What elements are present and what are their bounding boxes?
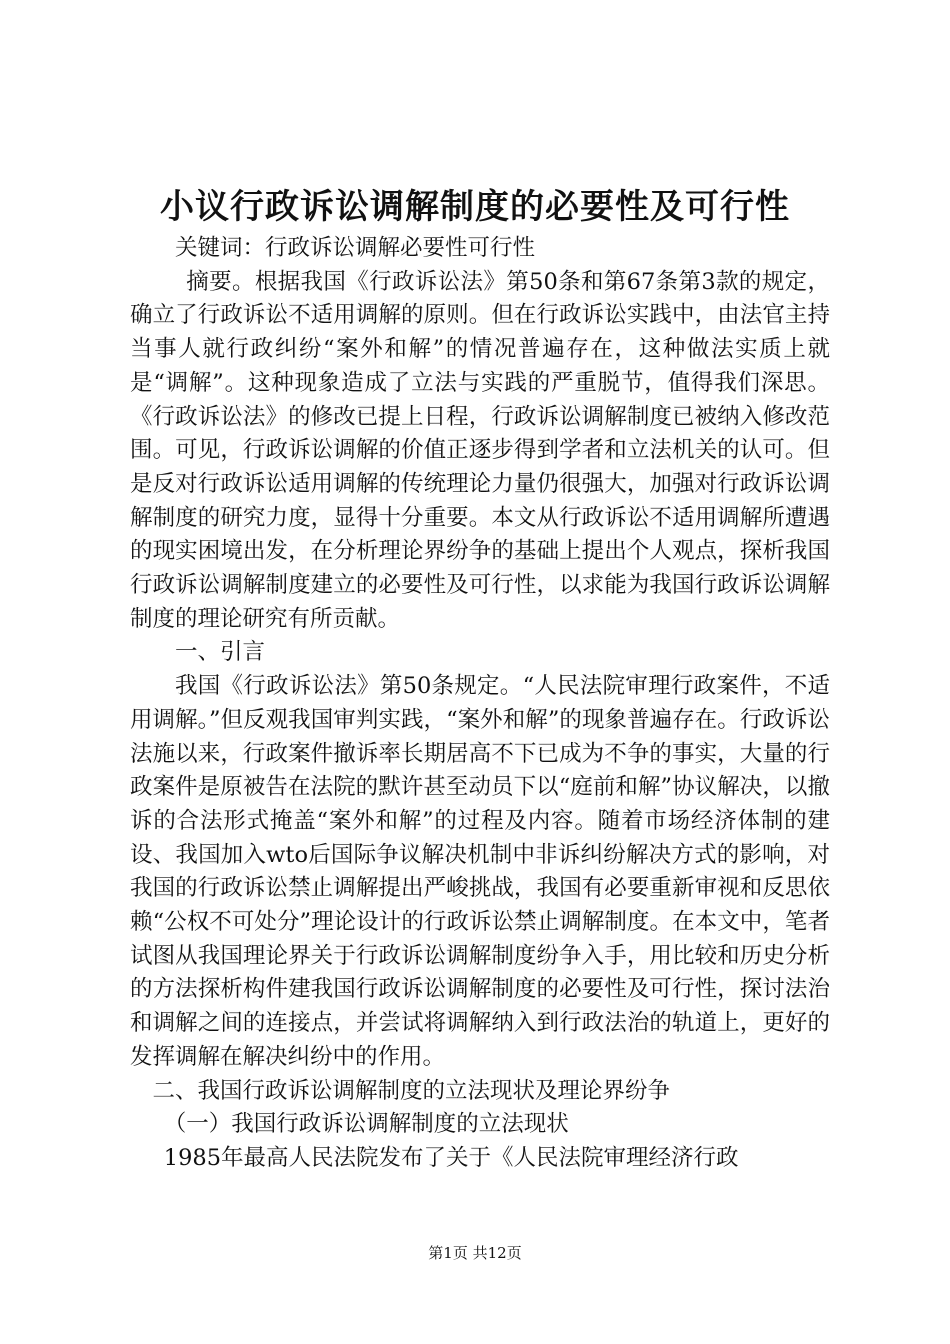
abstract-paragraph: 摘要。根据我国《行政诉讼法》第50条和第67条第3款的规定，确立了行政诉讼不适用调解的原则。但在行政诉讼实践中，由法官主持当事人就行政纠纷“案外和解”的情况普遍存在，这种做法实质上就是“调解”。这种现象造成了立法与实践的严重脱节，值得我们深思。《行政诉讼法》的修改已提上日程，行政诉讼调解制度已被纳入修改范围。可见，行政诉讼调解的价值正逐步得到学者和立法机关的认可。但是反对行政诉讼适用调解的传统理论力量仍很强大，加强对行政诉讼调解制度的研究力度，显得十分重要。本文从行政诉讼不适用调解所遭遇的现实困境出发，在分析理论界纷争的基础上提出个人观点，探析我国行政诉讼调解制度建立的必要性及可行性，以求能为我国行政诉讼调解制度的理论研究有所贡献。 <box>130 268 830 632</box>
section-heading-introduction: 一、引言 <box>175 639 266 666</box>
subsection-heading-legislation-status: （一）我国行政诉讼调解制度的立法现状 <box>163 1111 569 1138</box>
section-heading-legislation: 二、我国行政诉讼调解制度的立法现状及理论界纷争 <box>152 1077 671 1104</box>
introduction-paragraph: 我国《行政诉讼法》第50条规定。“人民法院审理行政案件，不适用调解。”但反观我国审判实践，“案外和解”的现象普遍存在。行政诉讼法施以来，行政案件撤诉率长期居高不下已成为不争的事实，大量的行政案件是原被告在法院的默许甚至动员下以“庭前和解”协议解决，以撤诉的合法形式掩盖“案外和解”的过程及内容。随着市场经济体制的建设、我国加入wto后国际争议解决机制中非诉纠纷解决方式的影响，对我国的行政诉讼禁止调解提出严峻挑战，我国有必要重新审视和反思依赖“公权不可处分”理论设计的行政诉讼禁止调解制度。在本文中，笔者试图从我国理论界关于行政诉讼调解制度纷争入手，用比较和历史分析的方法探析构件建我国行政诉讼调解制度的必要性及可行性，探讨法治和调解之间的连接点，并尝试将调解纳入到行政法治的轨道上，更好的发挥调解在解决纠纷中的作用。 <box>130 673 830 1070</box>
keywords-line: 关键词：行政诉讼调解必要性可行性 <box>175 235 536 261</box>
page-footer: 第1页 共12页 <box>428 1244 522 1262</box>
legislation-status-paragraph: 1985年最高人民法院发布了关于《人民法院审理经济行政 <box>163 1144 739 1171</box>
document-title: 小议行政诉讼调解制度的必要性及可行性 <box>160 187 790 227</box>
document-body <box>130 232 830 1176</box>
